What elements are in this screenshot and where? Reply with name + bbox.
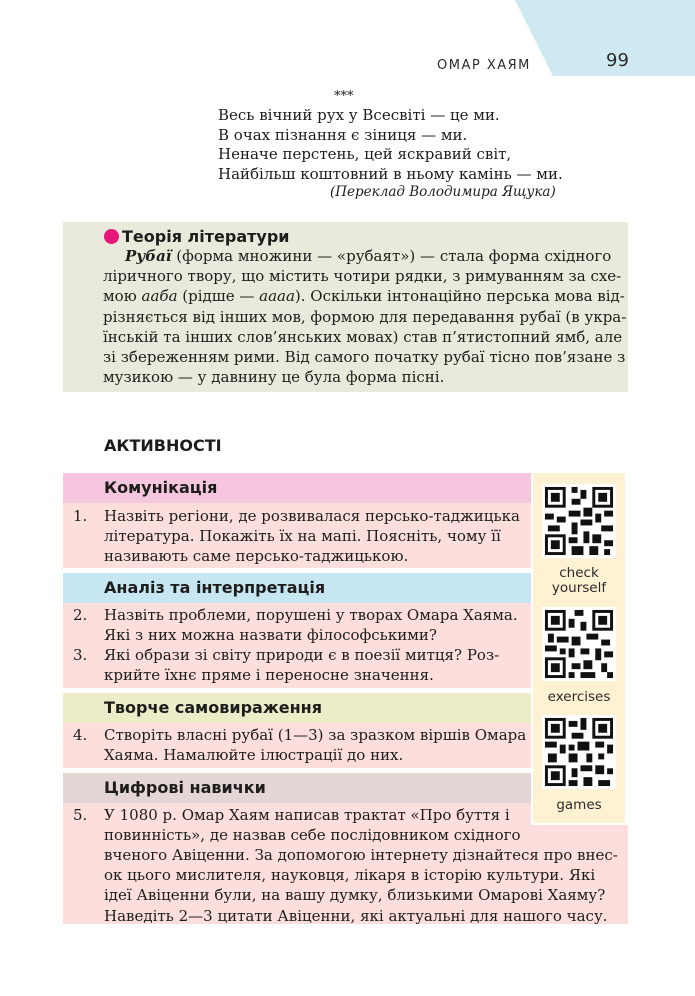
theory-line: мою aaба (рідше — aaaa). Оскільки інтонаційно перська мова від- bbox=[103, 287, 625, 306]
theory-line: Рубаї (форма множини — «рубаят») — стала форма східного bbox=[125, 247, 612, 265]
page-number: 99 bbox=[606, 50, 629, 71]
theory-line: різняється від інших мов, формою для передавання рубаї (в укра- bbox=[103, 307, 627, 326]
qr-label-games: games bbox=[556, 797, 602, 813]
theory-text bbox=[103, 246, 627, 387]
theory-heading-text: Теорія літератури bbox=[122, 227, 290, 246]
poem-line: Неначе перстень, цей яскравий світ, bbox=[218, 145, 512, 163]
theory-line: ліричного твору, що містить чотири рядки, з римуванням за схе- bbox=[103, 267, 622, 286]
section-analysis-header: Аналіз та інтерпретація bbox=[63, 573, 531, 603]
qr-code-check-yourself[interactable] bbox=[542, 484, 616, 558]
theory-line: їнській та інших слов’янських мовах) став п’ятистопний ямб, але bbox=[103, 327, 623, 346]
section-creative-header: Творче самовираження bbox=[63, 693, 531, 723]
activity-item-5: 5. У 1080 р. Омар Хаям написав трактат «Про буття і повинність», де назвав себе послідовником східного вченого Авіценни. За допомогою інтернету дізнайтеся про внес- ок цього мислителя, науковця, лікаря в історію культури. Які ідеї Авіценни були, на вашу думку, близькими Омарові Хаяму? Наведіть 2—3 цитати Авіценни, які актуальні для нашого часу. bbox=[73, 806, 618, 925]
poem bbox=[218, 106, 563, 184]
activities-title: АКТИВНОСТІ bbox=[104, 436, 222, 455]
activity-item-2: 2. Назвіть проблеми, порушені у творах Омара Хаяма. Які з них можна назвати філософськими? bbox=[73, 606, 518, 645]
qr-label-check: check bbox=[559, 565, 599, 581]
poem-separator: *** bbox=[334, 89, 354, 104]
activity-item-3: 3. Які образи зі світу природи є в поезії митця? Роз- крийте їхнє пряме і переносне значення. bbox=[73, 646, 500, 685]
theory-line: музикою — у давнину це була форма пісні. bbox=[103, 368, 445, 387]
rhyme-scheme-alt: aaaa bbox=[259, 287, 295, 306]
activity-item-4: 4. Створіть власні рубаї (1—3) за зразком віршів Омара Хаяма. Намалюйте ілюстрації до них. bbox=[73, 726, 527, 765]
poem-line: Найбільш коштовний в ньому камінь — ми. bbox=[218, 164, 563, 183]
translator-credit: (Переклад Володимира Ящука) bbox=[330, 184, 556, 200]
qr-code-exercises[interactable] bbox=[542, 607, 616, 681]
section-digital-header: Цифрові навички bbox=[63, 773, 531, 803]
page-corner-decoration bbox=[515, 0, 695, 76]
poem-line: В очах пізнання є зіниця — ми. bbox=[218, 125, 468, 144]
rhyme-scheme: aaба bbox=[141, 287, 178, 306]
term-rubai: Рубаї bbox=[125, 247, 172, 265]
qr-label-yourself: yourself bbox=[551, 580, 607, 596]
theory-heading bbox=[104, 227, 289, 246]
theory-line: зі збереженням рими. Від самого початку рубаї тісно пов’язане з bbox=[103, 348, 626, 367]
running-title: ОМАР ХАЯМ bbox=[437, 58, 531, 73]
section-communication-header: Комунікація bbox=[63, 473, 531, 503]
qr-label-exercises: exercises bbox=[547, 689, 611, 705]
activity-item-1: 1. Назвіть регіони, де розвивалася персько-таджицька література. Покажіть їх на мапі. Поясніть, чому її називають саме персько-таджицькою. bbox=[73, 507, 520, 566]
bullet-dot-icon bbox=[104, 229, 119, 244]
poem-line: Весь вічний рух у Всесвіті — це ми. bbox=[218, 106, 500, 124]
qr-code-games[interactable] bbox=[542, 715, 616, 789]
